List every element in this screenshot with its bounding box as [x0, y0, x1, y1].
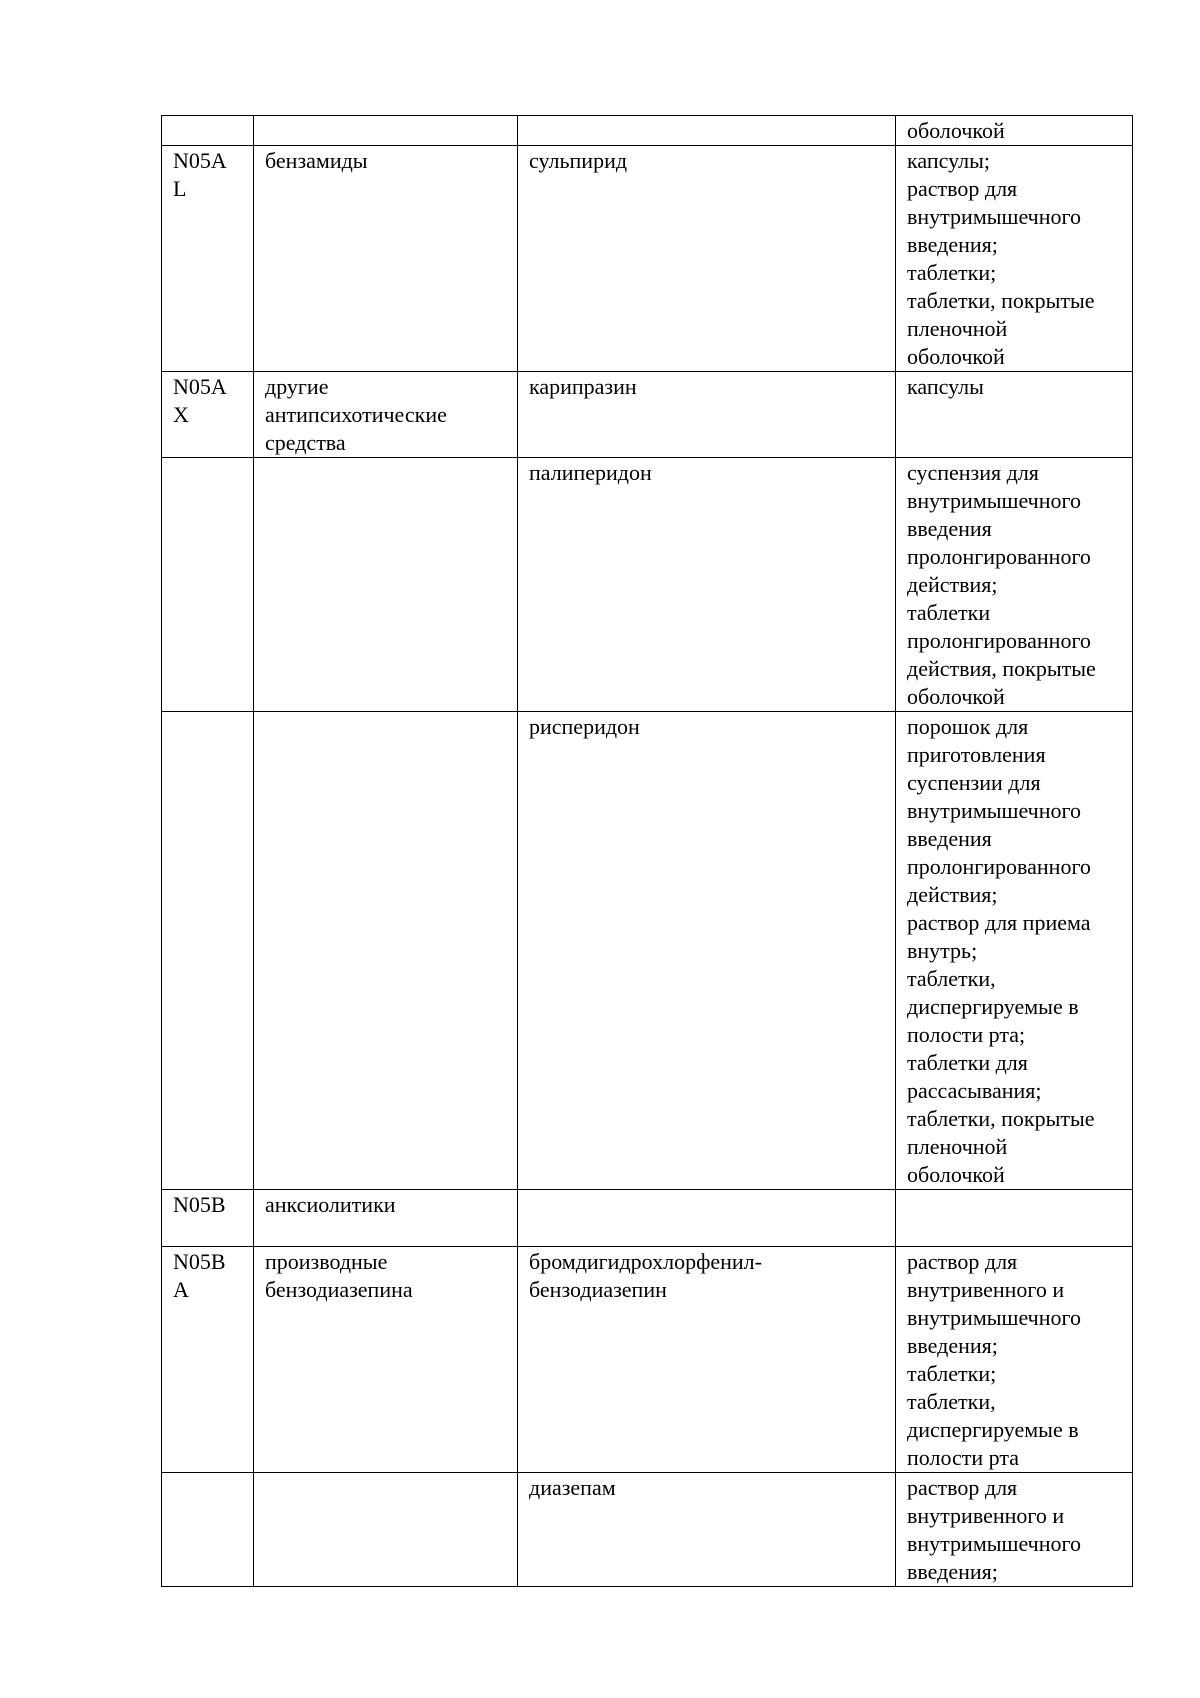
- cell-text-line: раствор для: [907, 1249, 1018, 1274]
- table-row: [162, 712, 1133, 1190]
- cell-text-line: раствор для: [907, 1475, 1018, 1500]
- cell-text-line: бензодиазепин: [529, 1277, 667, 1302]
- dosage-forms-cell: [896, 116, 1133, 146]
- dosage-forms-cell: [896, 458, 1133, 712]
- substance-name-cell: [518, 1247, 896, 1473]
- cell-text-line: таблетки, покрытые: [907, 288, 1095, 313]
- cell-text-line: антипсихотические: [265, 402, 447, 427]
- cell-text-line: пролонгированного: [907, 628, 1091, 653]
- substance-name-cell: [518, 116, 896, 146]
- cell-text-line: диспергируемые в: [907, 1417, 1079, 1442]
- cell-text-line: внутримышечного: [907, 798, 1081, 823]
- cell-text-line: N05B: [173, 1249, 226, 1274]
- cell-text-line: пролонгированного: [907, 854, 1091, 879]
- cell-text-line: действия;: [907, 882, 998, 907]
- cell-text-line: оболочкой: [907, 684, 1005, 709]
- cell-text-line: введения: [907, 826, 992, 851]
- cell-text-line: таблетки: [907, 600, 991, 625]
- group-name-cell: [254, 116, 518, 146]
- atc-code-cell: [162, 1247, 254, 1473]
- group-name-cell: [254, 1190, 518, 1247]
- cell-text-line: другие: [265, 374, 329, 399]
- atc-code-cell: [162, 372, 254, 458]
- cell-text-line: введения;: [907, 1333, 998, 1358]
- cell-text-line: раствор для приема: [907, 910, 1091, 935]
- table-row: [162, 1190, 1133, 1247]
- cell-text-line: таблетки,: [907, 1389, 996, 1414]
- cell-text-line: порошок для: [907, 714, 1029, 739]
- cell-text-line: палиперидон: [529, 460, 652, 485]
- dosage-forms-cell: [896, 146, 1133, 372]
- cell-text-line: рассасывания;: [907, 1078, 1042, 1103]
- cell-text-line: бензамиды: [265, 148, 368, 173]
- group-name-cell: [254, 146, 518, 372]
- cell-text-line: средства: [265, 430, 346, 455]
- drug-list-table: [161, 115, 1133, 1587]
- cell-text-line: сульпирид: [529, 148, 628, 173]
- cell-text-line: анксиолитики: [265, 1192, 396, 1217]
- substance-name-cell: [518, 372, 896, 458]
- cell-text-line: N05A: [173, 148, 227, 173]
- group-name-cell: [254, 712, 518, 1190]
- cell-text-line: L: [173, 176, 187, 201]
- cell-text-line: оболочкой: [907, 118, 1005, 143]
- dosage-forms-cell: [896, 1473, 1133, 1587]
- cell-text-line: внутримышечного: [907, 1531, 1081, 1556]
- cell-text-line: капсулы;: [907, 148, 990, 173]
- cell-text-line: полости рта;: [907, 1022, 1026, 1047]
- cell-text-line: X: [173, 402, 189, 427]
- atc-code-cell: [162, 458, 254, 712]
- cell-text-line: таблетки, покрытые: [907, 1106, 1095, 1131]
- dosage-forms-cell: [896, 1190, 1133, 1247]
- cell-text-line: полости рта: [907, 1445, 1020, 1470]
- group-name-cell: [254, 458, 518, 712]
- cell-text-line: раствор для: [907, 176, 1018, 201]
- cell-text-line: внутривенного и: [907, 1503, 1065, 1528]
- cell-text-line: таблетки,: [907, 966, 996, 991]
- cell-text-line: пленочной: [907, 1134, 1008, 1159]
- cell-text-line: оболочкой: [907, 1162, 1005, 1187]
- cell-text-line: рисперидон: [529, 714, 640, 739]
- cell-text-line: внутрь;: [907, 938, 978, 963]
- cell-text-line: оболочкой: [907, 344, 1005, 369]
- group-name-cell: [254, 372, 518, 458]
- substance-name-cell: [518, 146, 896, 372]
- cell-text-line: внутримышечного: [907, 204, 1081, 229]
- cell-text-line: введения;: [907, 232, 998, 257]
- cell-text-line: пролонгированного: [907, 544, 1091, 569]
- atc-code-cell: [162, 1190, 254, 1247]
- cell-text-line: капсулы: [907, 374, 984, 399]
- atc-code-cell: [162, 1473, 254, 1587]
- cell-text-line: действия, покрытые: [907, 656, 1096, 681]
- cell-text-line: бромдигидрохлорфенил-: [529, 1249, 762, 1274]
- group-name-cell: [254, 1473, 518, 1587]
- cell-text-line: внутривенного и: [907, 1277, 1065, 1302]
- table-body: [162, 116, 1133, 1587]
- cell-text-line: A: [173, 1277, 189, 1302]
- atc-code-cell: [162, 116, 254, 146]
- cell-text-line: внутримышечного: [907, 1305, 1081, 1330]
- cell-text-line: таблетки для: [907, 1050, 1028, 1075]
- cell-text-line: таблетки;: [907, 1361, 997, 1386]
- cell-text-line: N05B: [173, 1192, 226, 1217]
- substance-name-cell: [518, 1190, 896, 1247]
- cell-text-line: введения;: [907, 1559, 998, 1584]
- cell-text-line: введения: [907, 516, 992, 541]
- cell-text-line: бензодиазепина: [265, 1277, 413, 1302]
- cell-text-line: суспензии для: [907, 770, 1041, 795]
- cell-text-line: суспензия для: [907, 460, 1039, 485]
- table-row: [162, 1247, 1133, 1473]
- table-row: [162, 116, 1133, 146]
- cell-text-line: производные: [265, 1249, 388, 1274]
- cell-text-line: карипразин: [529, 374, 637, 399]
- cell-text-line: диспергируемые в: [907, 994, 1079, 1019]
- substance-name-cell: [518, 458, 896, 712]
- dosage-forms-cell: [896, 712, 1133, 1190]
- dosage-forms-cell: [896, 1247, 1133, 1473]
- table-row: [162, 372, 1133, 458]
- cell-text-line: пленочной: [907, 316, 1008, 341]
- cell-text-line: таблетки;: [907, 260, 997, 285]
- group-name-cell: [254, 1247, 518, 1473]
- atc-code-cell: [162, 712, 254, 1190]
- substance-name-cell: [518, 1473, 896, 1587]
- cell-text-line: действия;: [907, 572, 998, 597]
- cell-text-line: приготовления: [907, 742, 1046, 767]
- table-row: [162, 458, 1133, 712]
- cell-text-line: диазепам: [529, 1475, 616, 1500]
- table-row: [162, 146, 1133, 372]
- substance-name-cell: [518, 712, 896, 1190]
- cell-text-line: внутримышечного: [907, 488, 1081, 513]
- cell-text-line: N05A: [173, 374, 227, 399]
- table-row: [162, 1473, 1133, 1587]
- dosage-forms-cell: [896, 372, 1133, 458]
- atc-code-cell: [162, 146, 254, 372]
